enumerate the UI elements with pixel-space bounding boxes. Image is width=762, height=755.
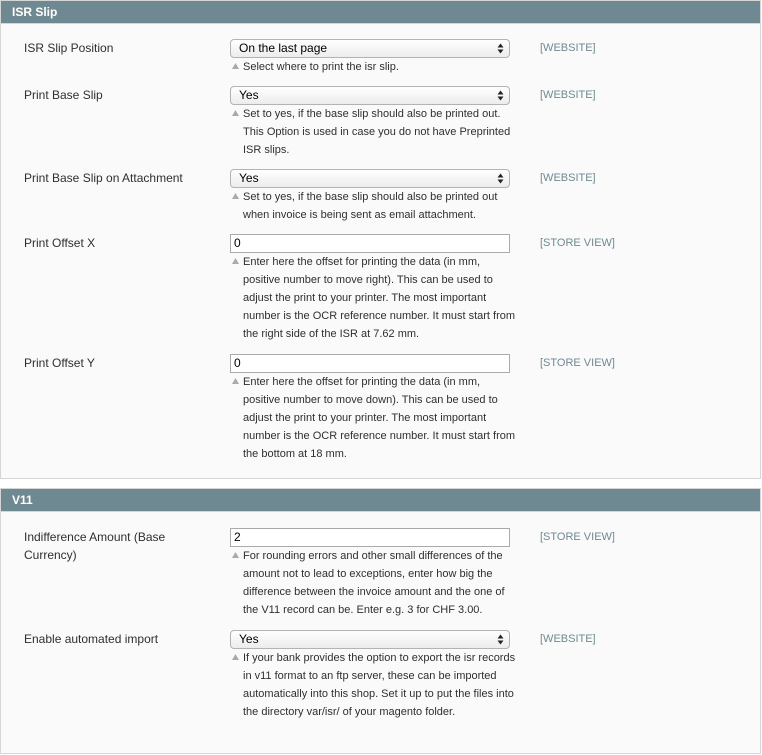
- section-title: ISR Slip: [12, 5, 58, 19]
- input-value: 2: [234, 530, 241, 544]
- field-label: Print Base Slip: [24, 88, 103, 102]
- select-arrows-icon: [497, 633, 504, 646]
- field-note: [230, 253, 520, 343]
- field-label: Print Base Slip on Attachment: [24, 171, 183, 185]
- field-note: [230, 373, 520, 463]
- scope-label: [STORE VIEW]: [540, 531, 615, 543]
- field-label: ISR Slip Position: [24, 41, 114, 55]
- scope-label: [WEBSITE]: [540, 633, 596, 645]
- input-value: 0: [234, 236, 241, 250]
- note-text: If your bank provides the option to export the isr records in v11 format to an ftp server, these can be imported automatically into this shop. Set it up to put the files into the directory var/isr/ of your magento folder.: [243, 652, 516, 718]
- print-base-slip-select[interactable]: [230, 86, 510, 105]
- scope-label: [WEBSITE]: [540, 42, 596, 54]
- section-header-v11[interactable]: [1, 489, 760, 512]
- select-value: Yes: [239, 171, 259, 185]
- select-value: On the last page: [239, 41, 328, 55]
- input-value: 0: [234, 356, 241, 370]
- select-arrows-icon: [497, 172, 504, 185]
- select-arrows-icon: [497, 42, 504, 55]
- note-text: Set to yes, if the base slip should also be printed out when invoice is being sent as email attachment.: [243, 191, 498, 221]
- scope-label: [WEBSITE]: [540, 89, 596, 101]
- note-triangle-icon: [232, 63, 239, 69]
- section-title: V11: [12, 493, 33, 507]
- print-offset-y-input[interactable]: [230, 354, 510, 373]
- select-value: Yes: [239, 632, 259, 646]
- isr-slip-position-select[interactable]: [230, 39, 510, 58]
- field-note: [230, 649, 520, 721]
- select-value: Yes: [239, 88, 259, 102]
- field-note: [230, 105, 520, 159]
- field-note: [230, 188, 520, 224]
- scope-label: [STORE VIEW]: [540, 237, 615, 249]
- note-text: Select where to print the isr slip.: [243, 61, 399, 73]
- print-offset-x-input[interactable]: [230, 234, 510, 253]
- note-text: For rounding errors and other small differences of the amount not to lead to exceptions, enter how big the difference between the invoice amount and the one of the V11 record can be. Enter e.g. 3 for CHF 3.00.: [243, 550, 505, 616]
- field-label: Print Offset Y: [24, 356, 95, 370]
- print-base-slip-attachment-select[interactable]: [230, 169, 510, 188]
- note-triangle-icon: [232, 378, 239, 384]
- note-triangle-icon: [232, 552, 239, 558]
- indifference-amount-input[interactable]: [230, 528, 510, 547]
- note-text: Enter here the offset for printing the data (in mm, positive number to move down). This can be used to adjust the print to your printer. The most important number is the OCR reference number. It must start from the bottom at 18 mm.: [243, 376, 516, 460]
- section-header-isr-slip[interactable]: [1, 1, 760, 24]
- field-label: Print Offset X: [24, 236, 96, 250]
- enable-automated-import-select[interactable]: [230, 630, 510, 649]
- field-label: Enable automated import: [24, 632, 159, 646]
- note-text: Set to yes, if the base slip should also be printed out. This Option is used in case you do not have Preprinted ISR slips.: [243, 108, 511, 156]
- section-v11: [0, 488, 761, 754]
- note-triangle-icon: [232, 654, 239, 660]
- field-note: [230, 58, 520, 76]
- field-note: [230, 547, 520, 619]
- field-label: Indifference Amount (Base Currency): [24, 530, 166, 562]
- note-triangle-icon: [232, 258, 239, 264]
- select-arrows-icon: [497, 89, 504, 102]
- note-triangle-icon: [232, 193, 239, 199]
- note-triangle-icon: [232, 110, 239, 116]
- scope-label: [WEBSITE]: [540, 172, 596, 184]
- scope-label: [STORE VIEW]: [540, 357, 615, 369]
- note-text: Enter here the offset for printing the data (in mm, positive number to move right). This can be used to adjust the print to your printer. The most important number is the OCR reference number. It must start from the right side of the ISR at 7.62 mm.: [243, 256, 516, 340]
